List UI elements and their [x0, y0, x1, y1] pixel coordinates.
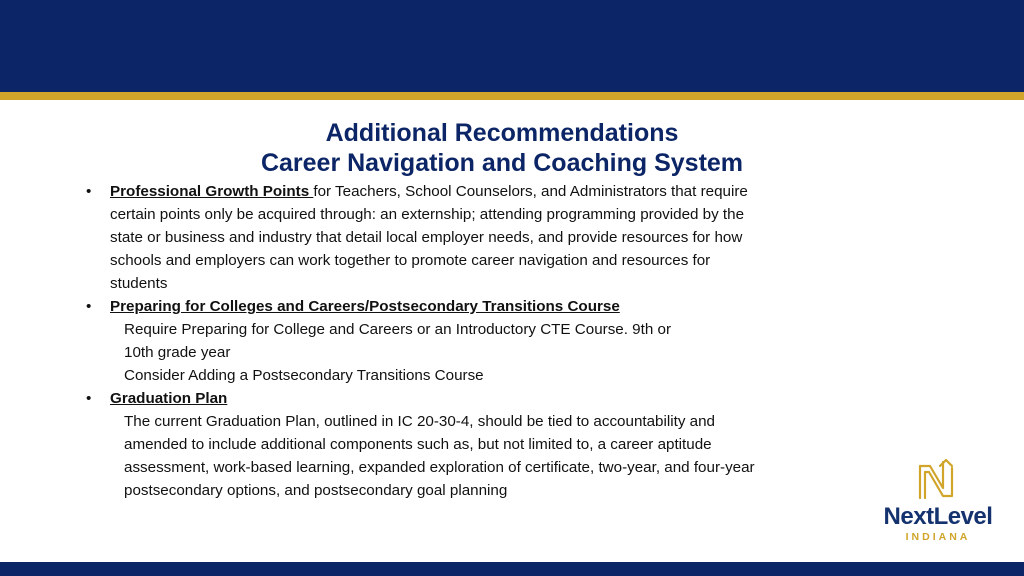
bullet-graduation-plan [86, 387, 876, 410]
footer-band [0, 562, 1024, 576]
bullet-line: state or business and industry that detail local employer needs, and provide resources for how [110, 229, 743, 246]
sub-line: amended to include additional components such as, but not limited to, a career aptitude [124, 436, 712, 453]
bullet-line: certain points only be acquired through: an externship; attending programming provided by the [110, 206, 745, 223]
bullet-line [110, 180, 876, 203]
sub-line: 10th grade year [124, 344, 231, 361]
bullet-professional-growth-points [86, 180, 876, 295]
slide-title-line1: Additional Recommendations [325, 119, 679, 147]
header-band [0, 0, 1024, 92]
nextlevel-logo [868, 458, 1008, 548]
nextlevel-logo-icon [916, 458, 956, 502]
sub-line: The current Graduation Plan, outlined in IC 20-30-4, should be tied to accountability and [124, 413, 715, 430]
sub-line: Consider Adding a Postsecondary Transitions Course [124, 367, 484, 384]
bullet-preparing-for-colleges [86, 295, 876, 318]
bullet-dot: • [86, 390, 92, 407]
bullet-dot: • [86, 183, 92, 200]
bullet-dot: • [86, 298, 92, 315]
bullet-heading: Graduation Plan [110, 390, 228, 407]
bullet-heading: Preparing for Colleges and Careers/Postsecondary Transitions Course [110, 298, 620, 315]
sub-line: postsecondary options, and postsecondary goal planning [124, 482, 508, 499]
gold-divider [0, 92, 1024, 100]
logo-subtitle: INDIANA [905, 531, 971, 543]
bullet-heading: Professional Growth Points [110, 183, 314, 200]
slide-title-line2: Career Navigation and Coaching System [260, 149, 744, 177]
bullet-line: students [110, 275, 168, 292]
sub-line: assessment, work-based learning, expanded exploration of certificate, two-year, and four-year [124, 459, 755, 476]
bullet-text: for Teachers, School Counselors, and Administrators that require [313, 183, 748, 200]
slide-body [86, 180, 876, 502]
logo-wordmark: NextLevel [883, 503, 993, 530]
bullet-line: schools and employers can work together to promote career navigation and resources for [110, 252, 711, 269]
sub-line: Require Preparing for College and Careers or an Introductory CTE Course. 9th or [124, 321, 672, 338]
